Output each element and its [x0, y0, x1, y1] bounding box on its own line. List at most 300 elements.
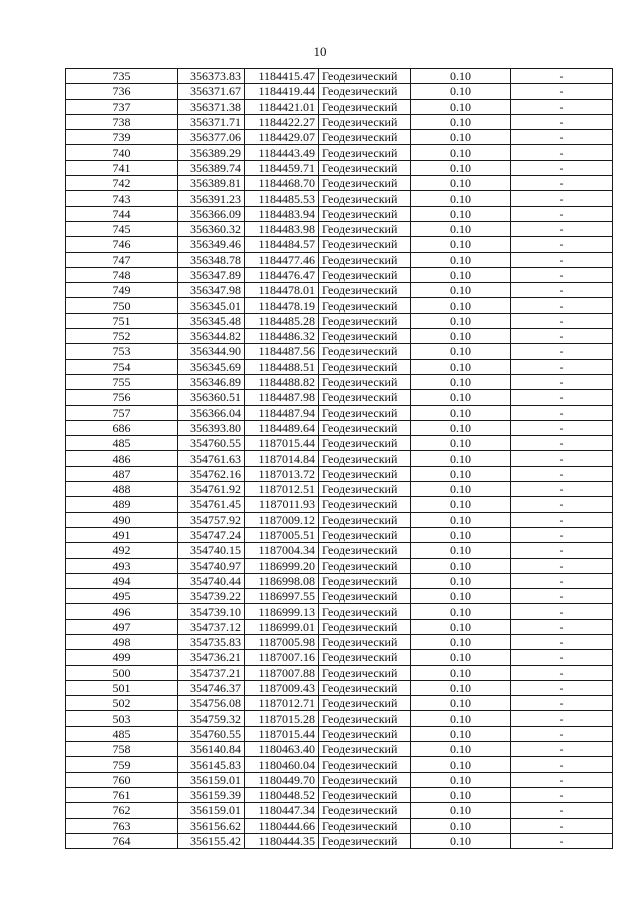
method-cell: Геодезический	[319, 482, 411, 497]
method-cell: Геодезический	[319, 359, 411, 374]
note-cell: -	[511, 405, 613, 420]
y-coordinate-cell: 1180460.04	[245, 757, 319, 772]
note-cell: -	[511, 267, 613, 282]
accuracy-cell: 0.10	[411, 803, 511, 818]
note-cell: -	[511, 604, 613, 619]
y-coordinate-cell: 1180448.52	[245, 787, 319, 802]
note-cell: -	[511, 206, 613, 221]
note-cell: -	[511, 359, 613, 374]
method-cell: Геодезический	[319, 390, 411, 405]
note-cell: -	[511, 466, 613, 481]
y-coordinate-cell: 1187015.44	[245, 436, 319, 451]
note-cell: -	[511, 527, 613, 542]
note-cell: -	[511, 298, 613, 313]
method-cell: Геодезический	[319, 298, 411, 313]
table-row	[66, 527, 613, 542]
method-cell: Геодезический	[319, 114, 411, 129]
point-number-cell: 497	[66, 619, 178, 634]
accuracy-cell: 0.10	[411, 543, 511, 558]
x-coordinate-cell: 354760.55	[178, 726, 245, 741]
y-coordinate-cell: 1184421.01	[245, 99, 319, 114]
method-cell: Геодезический	[319, 696, 411, 711]
table-row	[66, 130, 613, 145]
point-number-cell: 686	[66, 420, 178, 435]
table-row	[66, 206, 613, 221]
note-cell: -	[511, 818, 613, 833]
method-cell: Геодезический	[319, 512, 411, 527]
accuracy-cell: 0.10	[411, 436, 511, 451]
x-coordinate-cell: 354740.44	[178, 573, 245, 588]
accuracy-cell: 0.10	[411, 283, 511, 298]
x-coordinate-cell: 356156.62	[178, 818, 245, 833]
point-number-cell: 756	[66, 390, 178, 405]
x-coordinate-cell: 354756.08	[178, 696, 245, 711]
accuracy-cell: 0.10	[411, 619, 511, 634]
x-coordinate-cell: 354740.15	[178, 543, 245, 558]
point-number-cell: 761	[66, 787, 178, 802]
method-cell: Геодезический	[319, 680, 411, 695]
x-coordinate-cell: 354739.22	[178, 589, 245, 604]
y-coordinate-cell: 1184488.51	[245, 359, 319, 374]
point-number-cell: 740	[66, 145, 178, 160]
x-coordinate-cell: 356373.83	[178, 69, 245, 84]
table-row	[66, 512, 613, 527]
x-coordinate-cell: 356377.06	[178, 130, 245, 145]
point-number-cell: 743	[66, 191, 178, 206]
x-coordinate-cell: 356360.32	[178, 221, 245, 236]
method-cell: Геодезический	[319, 267, 411, 282]
x-coordinate-cell: 356345.69	[178, 359, 245, 374]
point-number-cell: 485	[66, 436, 178, 451]
table-row	[66, 160, 613, 175]
point-number-cell: 749	[66, 283, 178, 298]
accuracy-cell: 0.10	[411, 84, 511, 99]
point-number-cell: 487	[66, 466, 178, 481]
table-row	[66, 558, 613, 573]
y-coordinate-cell: 1187009.43	[245, 680, 319, 695]
x-coordinate-cell: 356366.09	[178, 206, 245, 221]
y-coordinate-cell: 1184429.07	[245, 130, 319, 145]
point-number-cell: 755	[66, 374, 178, 389]
method-cell: Геодезический	[319, 84, 411, 99]
accuracy-cell: 0.10	[411, 604, 511, 619]
accuracy-cell: 0.10	[411, 420, 511, 435]
table-row	[66, 390, 613, 405]
point-number-cell: 495	[66, 589, 178, 604]
y-coordinate-cell: 1186998.08	[245, 573, 319, 588]
point-number-cell: 488	[66, 482, 178, 497]
x-coordinate-cell: 354759.32	[178, 711, 245, 726]
point-number-cell: 760	[66, 772, 178, 787]
accuracy-cell: 0.10	[411, 451, 511, 466]
x-coordinate-cell: 354746.37	[178, 680, 245, 695]
y-coordinate-cell: 1184477.46	[245, 252, 319, 267]
method-cell: Геодезический	[319, 604, 411, 619]
x-coordinate-cell: 354737.21	[178, 665, 245, 680]
method-cell: Геодезический	[319, 252, 411, 267]
y-coordinate-cell: 1184478.19	[245, 298, 319, 313]
note-cell: -	[511, 512, 613, 527]
y-coordinate-cell: 1184486.32	[245, 329, 319, 344]
point-number-cell: 744	[66, 206, 178, 221]
x-coordinate-cell: 356366.04	[178, 405, 245, 420]
note-cell: -	[511, 558, 613, 573]
x-coordinate-cell: 356371.67	[178, 84, 245, 99]
note-cell: -	[511, 665, 613, 680]
x-coordinate-cell: 354761.45	[178, 497, 245, 512]
point-number-cell: 746	[66, 237, 178, 252]
y-coordinate-cell: 1184459.71	[245, 160, 319, 175]
x-coordinate-cell: 356155.42	[178, 833, 245, 848]
method-cell: Геодезический	[319, 160, 411, 175]
point-number-cell: 490	[66, 512, 178, 527]
note-cell: -	[511, 237, 613, 252]
point-number-cell: 502	[66, 696, 178, 711]
y-coordinate-cell: 1186999.13	[245, 604, 319, 619]
table-row	[66, 803, 613, 818]
accuracy-cell: 0.10	[411, 298, 511, 313]
x-coordinate-cell: 356391.23	[178, 191, 245, 206]
note-cell: -	[511, 726, 613, 741]
y-coordinate-cell: 1187005.98	[245, 634, 319, 649]
note-cell: -	[511, 436, 613, 451]
note-cell: -	[511, 787, 613, 802]
method-cell: Геодезический	[319, 573, 411, 588]
note-cell: -	[511, 221, 613, 236]
method-cell: Геодезический	[319, 558, 411, 573]
table-row	[66, 99, 613, 114]
note-cell: -	[511, 130, 613, 145]
table-row	[66, 772, 613, 787]
table-row	[66, 436, 613, 451]
accuracy-cell: 0.10	[411, 680, 511, 695]
point-number-cell: 486	[66, 451, 178, 466]
accuracy-cell: 0.10	[411, 313, 511, 328]
table-row	[66, 191, 613, 206]
point-number-cell: 758	[66, 742, 178, 757]
y-coordinate-cell: 1184485.53	[245, 191, 319, 206]
x-coordinate-cell: 356344.82	[178, 329, 245, 344]
x-coordinate-cell: 356389.81	[178, 176, 245, 191]
x-coordinate-cell: 356346.89	[178, 374, 245, 389]
note-cell: -	[511, 145, 613, 160]
point-number-cell: 759	[66, 757, 178, 772]
coordinates-table	[65, 68, 613, 849]
y-coordinate-cell: 1186997.55	[245, 589, 319, 604]
method-cell: Геодезический	[319, 650, 411, 665]
table-row	[66, 451, 613, 466]
method-cell: Геодезический	[319, 497, 411, 512]
note-cell: -	[511, 650, 613, 665]
x-coordinate-cell: 356347.89	[178, 267, 245, 282]
point-number-cell: 489	[66, 497, 178, 512]
y-coordinate-cell: 1184476.47	[245, 267, 319, 282]
table-row	[66, 650, 613, 665]
accuracy-cell: 0.10	[411, 267, 511, 282]
method-cell: Геодезический	[319, 726, 411, 741]
table-row	[66, 757, 613, 772]
accuracy-cell: 0.10	[411, 405, 511, 420]
point-number-cell: 736	[66, 84, 178, 99]
table-row	[66, 497, 613, 512]
accuracy-cell: 0.10	[411, 344, 511, 359]
table-row	[66, 726, 613, 741]
x-coordinate-cell: 354760.55	[178, 436, 245, 451]
note-cell: -	[511, 69, 613, 84]
note-cell: -	[511, 543, 613, 558]
point-number-cell: 751	[66, 313, 178, 328]
point-number-cell: 503	[66, 711, 178, 726]
accuracy-cell: 0.10	[411, 558, 511, 573]
table-row	[66, 84, 613, 99]
note-cell: -	[511, 619, 613, 634]
method-cell: Геодезический	[319, 665, 411, 680]
point-number-cell: 745	[66, 221, 178, 236]
method-cell: Геодезический	[319, 818, 411, 833]
accuracy-cell: 0.10	[411, 99, 511, 114]
accuracy-cell: 0.10	[411, 696, 511, 711]
x-coordinate-cell: 356371.38	[178, 99, 245, 114]
accuracy-cell: 0.10	[411, 527, 511, 542]
x-coordinate-cell: 354735.83	[178, 634, 245, 649]
accuracy-cell: 0.10	[411, 130, 511, 145]
accuracy-cell: 0.10	[411, 833, 511, 848]
y-coordinate-cell: 1184415.47	[245, 69, 319, 84]
table-row	[66, 298, 613, 313]
x-coordinate-cell: 356371.71	[178, 114, 245, 129]
accuracy-cell: 0.10	[411, 237, 511, 252]
table-row	[66, 344, 613, 359]
point-number-cell: 737	[66, 99, 178, 114]
note-cell: -	[511, 573, 613, 588]
method-cell: Геодезический	[319, 772, 411, 787]
accuracy-cell: 0.10	[411, 665, 511, 680]
point-number-cell: 485	[66, 726, 178, 741]
method-cell: Геодезический	[319, 589, 411, 604]
x-coordinate-cell: 354761.92	[178, 482, 245, 497]
point-number-cell: 491	[66, 527, 178, 542]
table-row	[66, 665, 613, 680]
method-cell: Геодезический	[319, 313, 411, 328]
note-cell: -	[511, 772, 613, 787]
point-number-cell: 739	[66, 130, 178, 145]
point-number-cell: 738	[66, 114, 178, 129]
accuracy-cell: 0.10	[411, 206, 511, 221]
point-number-cell: 752	[66, 329, 178, 344]
table-row	[66, 680, 613, 695]
table-row	[66, 237, 613, 252]
y-coordinate-cell: 1187007.88	[245, 665, 319, 680]
point-number-cell: 493	[66, 558, 178, 573]
note-cell: -	[511, 252, 613, 267]
method-cell: Геодезический	[319, 374, 411, 389]
y-coordinate-cell: 1184478.01	[245, 283, 319, 298]
y-coordinate-cell: 1184422.27	[245, 114, 319, 129]
y-coordinate-cell: 1187007.16	[245, 650, 319, 665]
point-number-cell: 753	[66, 344, 178, 359]
point-number-cell: 735	[66, 69, 178, 84]
y-coordinate-cell: 1184484.57	[245, 237, 319, 252]
note-cell: -	[511, 420, 613, 435]
accuracy-cell: 0.10	[411, 374, 511, 389]
method-cell: Геодезический	[319, 221, 411, 236]
accuracy-cell: 0.10	[411, 634, 511, 649]
note-cell: -	[511, 589, 613, 604]
x-coordinate-cell: 356140.84	[178, 742, 245, 757]
table-body	[66, 69, 613, 849]
x-coordinate-cell: 356347.98	[178, 283, 245, 298]
y-coordinate-cell: 1186999.01	[245, 619, 319, 634]
note-cell: -	[511, 329, 613, 344]
accuracy-cell: 0.10	[411, 818, 511, 833]
accuracy-cell: 0.10	[411, 757, 511, 772]
point-number-cell: 754	[66, 359, 178, 374]
method-cell: Геодезический	[319, 191, 411, 206]
note-cell: -	[511, 711, 613, 726]
method-cell: Геодезический	[319, 742, 411, 757]
point-number-cell: 742	[66, 176, 178, 191]
table-row	[66, 267, 613, 282]
accuracy-cell: 0.10	[411, 573, 511, 588]
accuracy-cell: 0.10	[411, 742, 511, 757]
method-cell: Геодезический	[319, 344, 411, 359]
point-number-cell: 750	[66, 298, 178, 313]
method-cell: Геодезический	[319, 833, 411, 848]
point-number-cell: 501	[66, 680, 178, 695]
y-coordinate-cell: 1187012.51	[245, 482, 319, 497]
accuracy-cell: 0.10	[411, 69, 511, 84]
y-coordinate-cell: 1184489.64	[245, 420, 319, 435]
note-cell: -	[511, 742, 613, 757]
method-cell: Геодезический	[319, 757, 411, 772]
accuracy-cell: 0.10	[411, 726, 511, 741]
y-coordinate-cell: 1187015.28	[245, 711, 319, 726]
table-row	[66, 114, 613, 129]
x-coordinate-cell: 354762.16	[178, 466, 245, 481]
method-cell: Геодезический	[319, 206, 411, 221]
note-cell: -	[511, 114, 613, 129]
method-cell: Геодезический	[319, 237, 411, 252]
method-cell: Геодезический	[319, 176, 411, 191]
table-row	[66, 711, 613, 726]
point-number-cell: 762	[66, 803, 178, 818]
y-coordinate-cell: 1184487.98	[245, 390, 319, 405]
y-coordinate-cell: 1187005.51	[245, 527, 319, 542]
point-number-cell: 498	[66, 634, 178, 649]
note-cell: -	[511, 374, 613, 389]
point-number-cell: 494	[66, 573, 178, 588]
note-cell: -	[511, 833, 613, 848]
table-row	[66, 69, 613, 84]
accuracy-cell: 0.10	[411, 160, 511, 175]
note-cell: -	[511, 696, 613, 711]
point-number-cell: 748	[66, 267, 178, 282]
table-row	[66, 696, 613, 711]
x-coordinate-cell: 356393.80	[178, 420, 245, 435]
y-coordinate-cell: 1184483.94	[245, 206, 319, 221]
table-row	[66, 573, 613, 588]
method-cell: Геодезический	[319, 69, 411, 84]
method-cell: Геодезический	[319, 543, 411, 558]
method-cell: Геодезический	[319, 803, 411, 818]
table-row	[66, 176, 613, 191]
y-coordinate-cell: 1180444.35	[245, 833, 319, 848]
method-cell: Геодезический	[319, 619, 411, 634]
note-cell: -	[511, 160, 613, 175]
accuracy-cell: 0.10	[411, 114, 511, 129]
accuracy-cell: 0.10	[411, 711, 511, 726]
table-row	[66, 283, 613, 298]
note-cell: -	[511, 757, 613, 772]
x-coordinate-cell: 356345.48	[178, 313, 245, 328]
table-row	[66, 359, 613, 374]
method-cell: Геодезический	[319, 420, 411, 435]
table-row	[66, 252, 613, 267]
method-cell: Геодезический	[319, 145, 411, 160]
method-cell: Геодезический	[319, 466, 411, 481]
table-row	[66, 145, 613, 160]
accuracy-cell: 0.10	[411, 359, 511, 374]
table-row	[66, 466, 613, 481]
accuracy-cell: 0.10	[411, 497, 511, 512]
y-coordinate-cell: 1187012.71	[245, 696, 319, 711]
accuracy-cell: 0.10	[411, 650, 511, 665]
table-row	[66, 543, 613, 558]
method-cell: Геодезический	[319, 634, 411, 649]
y-coordinate-cell: 1187009.12	[245, 512, 319, 527]
note-cell: -	[511, 283, 613, 298]
y-coordinate-cell: 1187014.84	[245, 451, 319, 466]
note-cell: -	[511, 99, 613, 114]
table-row	[66, 818, 613, 833]
y-coordinate-cell: 1184487.56	[245, 344, 319, 359]
point-number-cell: 747	[66, 252, 178, 267]
note-cell: -	[511, 390, 613, 405]
method-cell: Геодезический	[319, 405, 411, 420]
table-row	[66, 482, 613, 497]
method-cell: Геодезический	[319, 451, 411, 466]
x-coordinate-cell: 356348.78	[178, 252, 245, 267]
y-coordinate-cell: 1187015.44	[245, 726, 319, 741]
point-number-cell: 763	[66, 818, 178, 833]
method-cell: Геодезический	[319, 130, 411, 145]
method-cell: Геодезический	[319, 283, 411, 298]
x-coordinate-cell: 356345.01	[178, 298, 245, 313]
y-coordinate-cell: 1180449.70	[245, 772, 319, 787]
method-cell: Геодезический	[319, 527, 411, 542]
method-cell: Геодезический	[319, 329, 411, 344]
accuracy-cell: 0.10	[411, 221, 511, 236]
table-row	[66, 221, 613, 236]
note-cell: -	[511, 451, 613, 466]
method-cell: Геодезический	[319, 711, 411, 726]
note-cell: -	[511, 803, 613, 818]
y-coordinate-cell: 1187004.34	[245, 543, 319, 558]
table-row	[66, 604, 613, 619]
table-row	[66, 589, 613, 604]
y-coordinate-cell: 1184468.70	[245, 176, 319, 191]
accuracy-cell: 0.10	[411, 512, 511, 527]
page-number: 10	[313, 44, 327, 59]
accuracy-cell: 0.10	[411, 390, 511, 405]
accuracy-cell: 0.10	[411, 191, 511, 206]
table-row	[66, 420, 613, 435]
y-coordinate-cell: 1184483.98	[245, 221, 319, 236]
x-coordinate-cell: 356360.51	[178, 390, 245, 405]
x-coordinate-cell: 354757.92	[178, 512, 245, 527]
x-coordinate-cell: 356389.29	[178, 145, 245, 160]
accuracy-cell: 0.10	[411, 252, 511, 267]
